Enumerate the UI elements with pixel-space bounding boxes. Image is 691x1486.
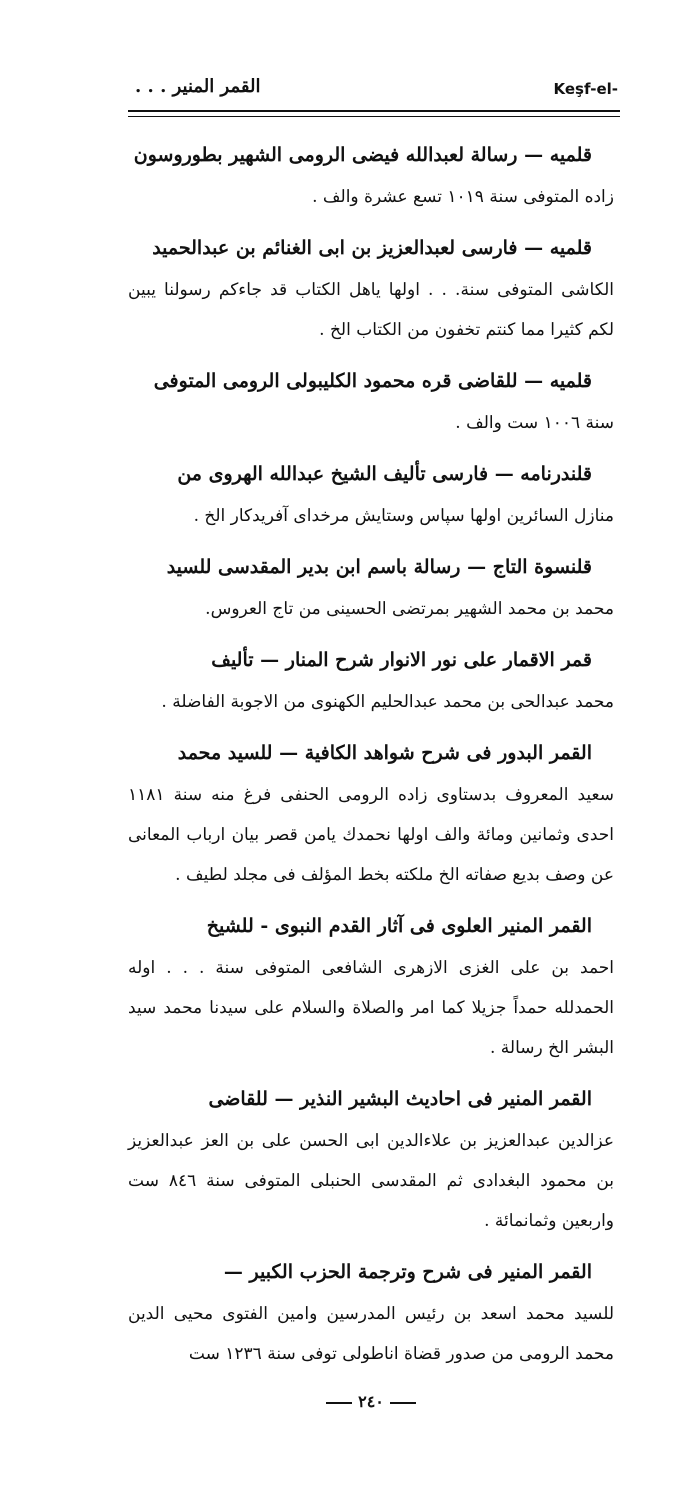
entry-heading: قلميه — رسالة لعبدالله فيضى الرومى الشهير بطوروسون xyxy=(133,144,592,166)
dictionary-entry xyxy=(128,1251,614,1374)
dictionary-entry xyxy=(128,134,614,217)
entry-text: الكاشى المتوفى سنة. . . اولها ياهل الكتاب قد جاءكم رسولنا يبين لكم كثيرا مما كنتم تخفون من الكتاب الخ . xyxy=(128,280,614,340)
entry-text: عزالدين عبدالعزيز بن علاءالدين ابى الحسن على بن العز عبدالعزيز بن محمود البغدادى ثم المقدسى الحنبلى المتوفى سنة ٨٤٦ ست واربعين وثمانمائة . xyxy=(128,1131,615,1231)
folio-dash-left xyxy=(326,1402,352,1404)
dictionary-entry xyxy=(128,1078,614,1241)
entry-text: للسيد محمد اسعد بن رئيس المدرسين وامين الفتوى محيى الدين محمد الرومى من صدور قضاة اناطولى توفى سنة ١٢٣٦ ست xyxy=(128,1304,614,1364)
dictionary-entry xyxy=(128,453,614,536)
page-number-text: ٢٤٠ xyxy=(358,1392,384,1411)
entry-heading: قلندرنامه — فارسى تأليف الشيخ عبدالله الهروى من xyxy=(177,463,592,485)
dictionary-entry xyxy=(128,360,614,443)
dictionary-entry xyxy=(128,732,614,895)
header-rule-thin xyxy=(128,116,620,117)
entry-heading: القمر المنير العلوى فى آثار القدم النبوى - للشيخ xyxy=(206,915,592,937)
dictionary-entry xyxy=(128,227,614,350)
folio-dash-right xyxy=(390,1402,416,1404)
entry-heading: قلميه — للقاضى قره محمود الكليبولى الرومى المتوفى xyxy=(153,370,592,392)
entry-text: زاده المتوفى سنة ١٠١٩ تسع عشرة والف . xyxy=(312,187,614,207)
page-number xyxy=(128,1392,614,1411)
page-body xyxy=(128,134,614,1474)
header-rule-thick xyxy=(128,110,620,112)
entry-text: سنة ١٠٠٦ ست والف . xyxy=(455,413,614,433)
entry-text: محمد عبدالحى بن محمد عبدالحليم الكهنوى من الاجوبة الفاضلة . xyxy=(161,692,614,712)
entry-text: احمد بن على الغزى الازهرى الشافعى المتوفى سنة . . . اوله الحمدلله حمداً جزيلا كما امر والصلاة والسلام على سيدنا محمد سيد البشر الخ رسالة . xyxy=(128,958,614,1058)
dictionary-entry xyxy=(128,546,614,629)
entry-text: محمد بن محمد الشهير بمرتضى الحسينى من تاج العروس. xyxy=(205,599,614,619)
entry-text: منازل السائرين اولها سپاس وستايش مرخداى آفريدكار الخ . xyxy=(193,506,614,526)
entry-heading: القمر البدور فى شرح شواهد الكافية — للسيد محمد xyxy=(177,742,592,764)
entry-heading: قلميه — فارسى لعبدالعزيز بن ابى الغنائم بن عبدالحميد xyxy=(152,237,592,259)
entry-text: سعيد المعروف بدستاوى زاده الرومى الحنفى فرغ منه سنة ١١٨١ احدى وثمانين ومائة والف اولها نحمدك يامن قصر بيان ارباب المعانى عن وصف بديع صفاته الخ ملكته بخط المؤلف فى مجلد لطيف . xyxy=(128,785,614,885)
header-book-title-latin: Keşf-el- xyxy=(553,80,618,98)
running-header xyxy=(135,72,618,108)
header-section-title: القمر المنير . . . xyxy=(135,76,261,97)
dictionary-entry xyxy=(128,639,614,722)
entry-heading: قمر الاقمار على نور الانوار شرح المنار — تأليف xyxy=(211,649,592,671)
entry-heading: القمر المنير فى احاديث البشير النذير — للقاضى xyxy=(208,1088,592,1110)
dictionary-entry xyxy=(128,905,614,1068)
entry-heading: قلنسوة التاج — رسالة باسم ابن بدير المقدسى للسيد xyxy=(166,556,592,578)
entry-heading: القمر المنير فى شرح وترجمة الحزب الكبير — xyxy=(223,1261,592,1283)
